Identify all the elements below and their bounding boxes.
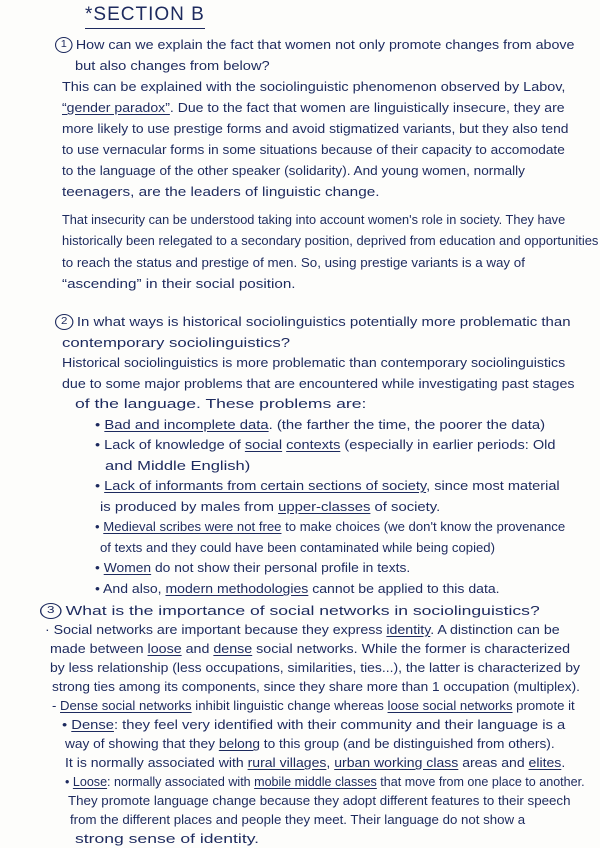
underlined-text: mobile middle classes: [254, 774, 377, 789]
answer-line: [62, 334, 290, 352]
answer-line: [65, 754, 565, 772]
text-segment: • Lack of knowledge of: [95, 437, 245, 452]
answer-line: [65, 735, 555, 753]
text-segment: . Due to the fact that women are linguistically insecure, they are: [169, 100, 565, 115]
answer-line: [50, 659, 580, 677]
answer-line: [50, 640, 570, 658]
answer-line: [62, 354, 565, 372]
text-segment: They promote language change because they adopt different features to their speech: [68, 793, 571, 808]
underlined-text: Medieval scribes were not free: [103, 519, 282, 534]
text-segment: is produced by males from: [100, 499, 279, 514]
question-1-heading: [55, 36, 574, 54]
underlined-text: loose social networks: [387, 698, 513, 713]
text-segment: It is normally associated with: [65, 755, 248, 770]
answer-line: [62, 78, 565, 96]
answer-line: [100, 498, 440, 516]
answer-line: [62, 375, 575, 393]
question-number-circle: 1: [55, 37, 73, 53]
text-segment: promote it: [512, 698, 575, 713]
answer-line: [62, 716, 565, 734]
text-segment: to reach the status and prestige of men. So, using prestige variants is a way of: [62, 255, 525, 270]
text-segment: inhibit linguistic change whereas: [191, 698, 388, 713]
underlined-text: social: [244, 437, 283, 452]
text-segment: · Social networks are important because they express: [45, 622, 387, 637]
answer-line: [105, 457, 250, 475]
underlined-text: “gender paradox”: [62, 100, 170, 115]
answer-line: [95, 580, 500, 598]
text-segment: to use vernacular forms in some situations because of their capacity to accomodate: [62, 142, 565, 157]
underlined-text: modern methodologies: [165, 581, 309, 596]
section-title: *SECTION B: [85, 4, 205, 29]
text-segment: but also changes from below?: [75, 58, 270, 73]
answer-line: [52, 678, 580, 696]
text-segment: That insecurity can be understood taking into account women's role in society. They have: [62, 212, 566, 227]
text-segment: of society.: [370, 499, 441, 514]
answer-line: [95, 518, 565, 536]
text-segment: cannot be applied to this data.: [308, 581, 500, 596]
underlined-text: Loose: [72, 774, 108, 789]
text-segment: by less relationship (less occupations, similarities, ties...), the latter is characterized by: [50, 660, 580, 675]
underlined-text: dense: [213, 641, 253, 656]
answer-line: [75, 395, 366, 413]
text-segment: In what ways is historical sociolinguistics potentially more problematic than: [76, 314, 571, 329]
text-segment: to make choices (we don't know the provenance: [281, 519, 566, 534]
answer-line: [95, 477, 560, 495]
text-segment: areas and: [458, 755, 529, 770]
text-segment: ,: [326, 755, 335, 770]
text-segment: from the different places and people they meet. Their language do not show a: [70, 812, 526, 827]
text-segment: and Middle English): [105, 458, 251, 473]
answer-line: [62, 183, 379, 201]
text-segment: , since most material: [426, 478, 560, 493]
answer-line: [75, 57, 270, 75]
answer-line: [62, 99, 565, 117]
text-segment: that move from one place to another.: [376, 774, 585, 789]
answer-line: [75, 830, 259, 848]
text-segment: •: [62, 717, 72, 732]
text-segment: made between: [50, 641, 148, 656]
text-segment: “ascending” in their social position.: [62, 276, 296, 291]
text-segment: -: [52, 698, 61, 713]
text-segment: (especially in earlier periods: Old: [340, 437, 556, 452]
answer-line: [95, 416, 545, 434]
text-segment: : they feel very identified with their community and their language is a: [113, 717, 566, 732]
answer-line: [62, 141, 565, 159]
text-segment: What is the importance of social networks in sociolinguistics?: [65, 603, 540, 618]
underlined-text: upper-classes: [278, 499, 371, 514]
underlined-text: belong: [218, 736, 260, 751]
text-segment: more likely to use prestige forms and avoid stigmatized variants, but they also tend: [62, 121, 569, 136]
text-segment: strong sense of identity.: [75, 831, 260, 846]
underlined-text: loose: [147, 641, 182, 656]
underlined-text: Dense social networks: [60, 698, 192, 713]
answer-line: [62, 120, 568, 138]
text-segment: •: [65, 774, 73, 789]
text-segment: How can we explain the fact that women not only promote changes from above: [75, 37, 575, 52]
text-segment: •: [95, 560, 104, 575]
underlined-text: rural villages: [247, 755, 327, 770]
text-segment: : normally associated with: [107, 774, 255, 789]
underlined-text: urban working class: [334, 755, 459, 770]
text-segment: strong ties among its components, since they share more than 1 occupation (multiplex).: [52, 679, 580, 694]
text-segment: contemporary sociolinguistics?: [62, 335, 291, 350]
text-segment: and: [181, 641, 214, 656]
text-segment: do not show their personal profile in texts.: [151, 560, 411, 575]
answer-line: [62, 254, 525, 272]
answer-line: [100, 539, 495, 557]
text-segment: to the language of the other speaker (solidarity). And young women, normally: [62, 163, 525, 178]
text-segment: Historical sociolinguistics is more problematic than contemporary sociolinguistics: [62, 355, 566, 370]
underlined-text: elites: [528, 755, 562, 770]
text-segment: due to some major problems that are encountered while investigating past stages: [62, 376, 575, 391]
text-segment: •: [95, 417, 105, 432]
underlined-text: identity: [386, 622, 431, 637]
text-segment: to this group (and be distinguished from others).: [259, 736, 555, 751]
text-segment: .: [561, 755, 566, 770]
answer-line: [95, 436, 555, 454]
text-segment: historically been relegated to a secondary position, deprived from education and opportunities: [62, 233, 599, 248]
question-number-circle: 3: [40, 603, 62, 619]
text-segment: way of showing that they: [65, 736, 219, 751]
answer-line: [45, 621, 560, 639]
answer-line: [65, 773, 585, 791]
answer-line: [70, 811, 525, 829]
answer-line: [62, 162, 525, 180]
underlined-text: Bad and incomplete data: [104, 417, 269, 432]
text-segment: social networks. While the former is characterized: [252, 641, 571, 656]
underlined-text: Lack of informants from certain sections of society: [104, 478, 427, 493]
question-2-heading: [55, 313, 571, 331]
answer-line: [68, 792, 570, 810]
text-segment: of texts and they could have been contaminated while being copied): [100, 540, 495, 555]
answer-line: [62, 232, 598, 250]
question-number-circle: 2: [55, 314, 73, 330]
underlined-text: Women: [103, 560, 152, 575]
text-segment: . (the farther the time, the poorer the data): [268, 417, 546, 432]
text-segment: •: [95, 478, 105, 493]
text-segment: • And also,: [95, 581, 166, 596]
answer-line: [62, 275, 296, 293]
text-segment: of the language. These problems are:: [75, 396, 367, 411]
underlined-text: Dense: [71, 717, 114, 732]
text-segment: . A distinction can be: [430, 622, 560, 637]
answer-line: [52, 697, 575, 715]
answer-line: [95, 559, 410, 577]
text-segment: This can be explained with the sociolinguistic phenomenon observed by Labov,: [62, 79, 566, 94]
text-segment: •: [95, 519, 104, 534]
text-segment: teenagers, are the leaders of linguistic change.: [62, 184, 380, 199]
answer-line: [62, 211, 565, 229]
underlined-text: contexts: [286, 437, 341, 452]
question-3-heading: [40, 602, 540, 620]
